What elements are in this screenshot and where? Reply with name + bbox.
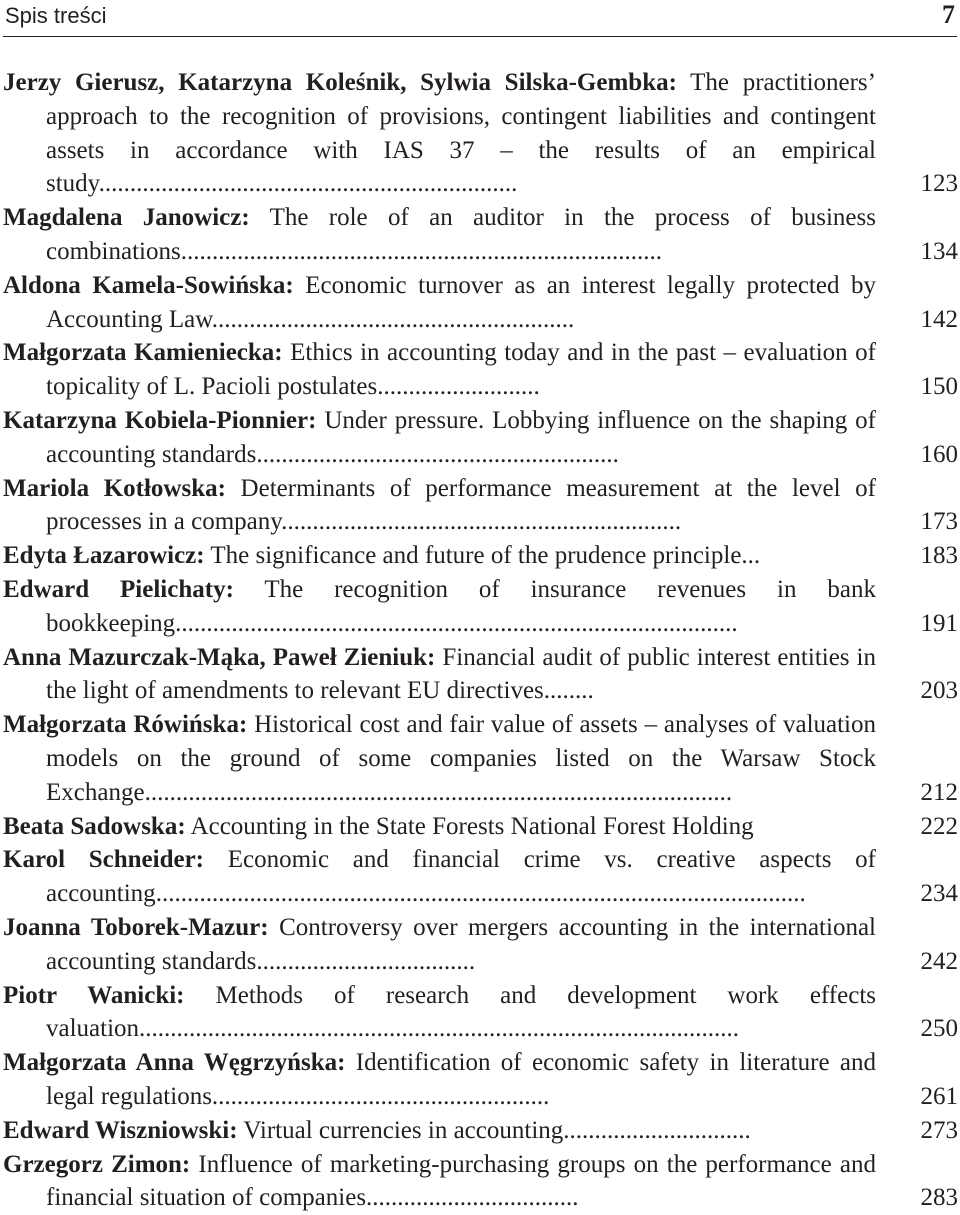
entry-title: Virtual currencies in accounting bbox=[237, 1116, 564, 1144]
dot-leader: ................................................................................................ bbox=[139, 1015, 740, 1043]
entry-author: Katarzyna Kobiela-Pionnier: bbox=[3, 406, 317, 434]
entry-author: Magdalena Janowicz: bbox=[3, 204, 250, 232]
toc-entry[interactable] bbox=[3, 911, 958, 979]
entry-page-number: 212 bbox=[920, 778, 958, 806]
entry-author: Grzegorz Zimon: bbox=[3, 1150, 191, 1178]
dot-leader: ...................................................... bbox=[211, 1082, 550, 1110]
toc-entry[interactable] bbox=[3, 472, 958, 540]
entry-title: Economic and financial crime vs. creative aspects of accounting bbox=[46, 846, 876, 908]
toc-entry[interactable] bbox=[3, 269, 958, 337]
entry-page-number: 183 bbox=[920, 542, 958, 570]
entry-author: Mariola Kotłowska: bbox=[3, 474, 226, 502]
entry-title: The practitioners’ approach to the recognition of provisions, contingent liabilities and contingent assets in accordance with IAS 37 – the results of an empirical study bbox=[46, 69, 876, 198]
page-header bbox=[3, 0, 957, 37]
entry-page-number: 142 bbox=[920, 305, 958, 333]
dot-leader: ... bbox=[741, 542, 761, 570]
dot-leader: .............................. bbox=[563, 1116, 751, 1144]
dot-leader: ................................................................... bbox=[98, 170, 518, 198]
entry-title: Accounting in the State Forests National Forest Holding bbox=[185, 812, 754, 840]
entry-title: Determinants of performance measurement at the level of processes in a company bbox=[46, 474, 876, 536]
dot-leader: ........ bbox=[543, 677, 594, 705]
toc-entry[interactable] bbox=[3, 1114, 958, 1148]
toc-entry[interactable] bbox=[3, 336, 958, 404]
entry-page-number: 150 bbox=[920, 373, 958, 401]
entry-author: Jerzy Gierusz, Katarzyna Koleśnik, Sylwia Silska-Gembka: bbox=[3, 69, 677, 96]
entry-author: Anna Mazurczak-Mąka, Paweł Zieniuk: bbox=[3, 643, 436, 671]
entry-page-number: 250 bbox=[920, 1015, 958, 1043]
entry-title: The recognition of insurance revenues in bank bookkeeping bbox=[46, 575, 876, 637]
toc-entry[interactable] bbox=[3, 66, 958, 201]
dot-leader: .......................................................... bbox=[256, 440, 619, 468]
entry-page-number: 123 bbox=[920, 170, 958, 198]
entry-author: Aldona Kamela-Sowińska: bbox=[3, 271, 294, 299]
entry-page-number: 283 bbox=[920, 1184, 958, 1212]
entry-author: Małgorzata Anna Węgrzyńska: bbox=[3, 1049, 346, 1077]
toc-entry[interactable] bbox=[3, 573, 958, 641]
entry-author: Edward Pielichaty: bbox=[3, 575, 234, 603]
page-number: 7 bbox=[942, 0, 955, 29]
entry-page-number: 242 bbox=[920, 947, 958, 975]
dot-leader: .............................................................................................. bbox=[144, 778, 733, 806]
toc-entry[interactable] bbox=[3, 979, 958, 1047]
entry-author: Karol Schneider: bbox=[3, 846, 205, 874]
entry-page-number: 273 bbox=[920, 1116, 958, 1144]
dot-leader: ................................................................ bbox=[281, 508, 682, 536]
dot-leader: .......................................................... bbox=[211, 305, 575, 333]
entry-page-number: 261 bbox=[920, 1082, 958, 1110]
entry-page-number: 191 bbox=[920, 609, 958, 637]
entry-author: Beata Sadowska: bbox=[3, 812, 186, 840]
entry-page-number: 134 bbox=[920, 237, 958, 265]
toc-entry[interactable] bbox=[3, 810, 958, 844]
entry-title: Methods of research and development work effects valuation bbox=[46, 981, 876, 1043]
entry-title: The role of an auditor in the process of business combinations bbox=[46, 204, 876, 265]
dot-leader: .................................. bbox=[366, 1184, 579, 1212]
entry-page-number: 222 bbox=[920, 812, 958, 840]
entry-page-number: 173 bbox=[920, 508, 958, 536]
entry-title: Controversy over mergers accounting in the international accounting standards bbox=[46, 913, 876, 975]
entry-author: Edward Wiszniowski: bbox=[3, 1116, 238, 1144]
entry-author: Piotr Wanicki: bbox=[3, 981, 185, 1009]
entry-author: Joanna Toborek-Mazur: bbox=[3, 913, 269, 941]
entry-title: Under pressure. Lobbying influence on the shaping of accounting standards bbox=[46, 406, 876, 468]
table-of-contents bbox=[3, 66, 958, 1215]
entry-title: Influence of marketing-purchasing groups on the performance and financial situation of companies bbox=[46, 1150, 876, 1212]
toc-entry[interactable] bbox=[3, 201, 958, 269]
entry-title: Ethics in accounting today and in the past – evaluation of topicality of L. Pacioli postulates bbox=[46, 339, 876, 401]
dot-leader: ............................................................................. bbox=[180, 237, 662, 265]
dot-leader: ........................................................................................................ bbox=[155, 880, 806, 908]
section-title: Spis treści bbox=[5, 3, 107, 28]
dot-leader: .......................................................................................... bbox=[175, 609, 738, 637]
entry-page-number: 203 bbox=[920, 677, 958, 705]
entry-page-number: 160 bbox=[920, 440, 958, 468]
entry-title: Historical cost and fair value of assets – analyses of valuation models on the ground of some companies listed on the Warsaw Stock Exchange bbox=[46, 711, 876, 806]
toc-entry[interactable] bbox=[3, 539, 958, 573]
dot-leader: ................................... bbox=[256, 947, 476, 975]
toc-entry[interactable] bbox=[3, 641, 958, 709]
entry-author: Edyta Łazarowicz: bbox=[3, 542, 205, 570]
entry-title: Economic turnover as an interest legally protected by Accounting Law bbox=[46, 271, 876, 333]
entry-author: Małgorzata Rówińska: bbox=[3, 711, 248, 739]
toc-entry[interactable] bbox=[3, 843, 958, 911]
entry-page-number: 234 bbox=[920, 880, 958, 908]
toc-entry[interactable] bbox=[3, 404, 958, 472]
entry-author: Małgorzata Kamieniecka: bbox=[3, 339, 283, 367]
toc-entry[interactable] bbox=[3, 1046, 958, 1114]
entry-title: The significance and future of the prudence principle bbox=[204, 542, 742, 570]
dot-leader: .......................... bbox=[377, 373, 540, 401]
entry-title: Financial audit of public interest entities in the light of amendments to relevant EU directives bbox=[46, 643, 876, 705]
entry-title: Identification of economic safety in literature and legal regulations bbox=[46, 1049, 876, 1110]
toc-entry[interactable] bbox=[3, 708, 958, 809]
toc-entry[interactable] bbox=[3, 1148, 958, 1215]
